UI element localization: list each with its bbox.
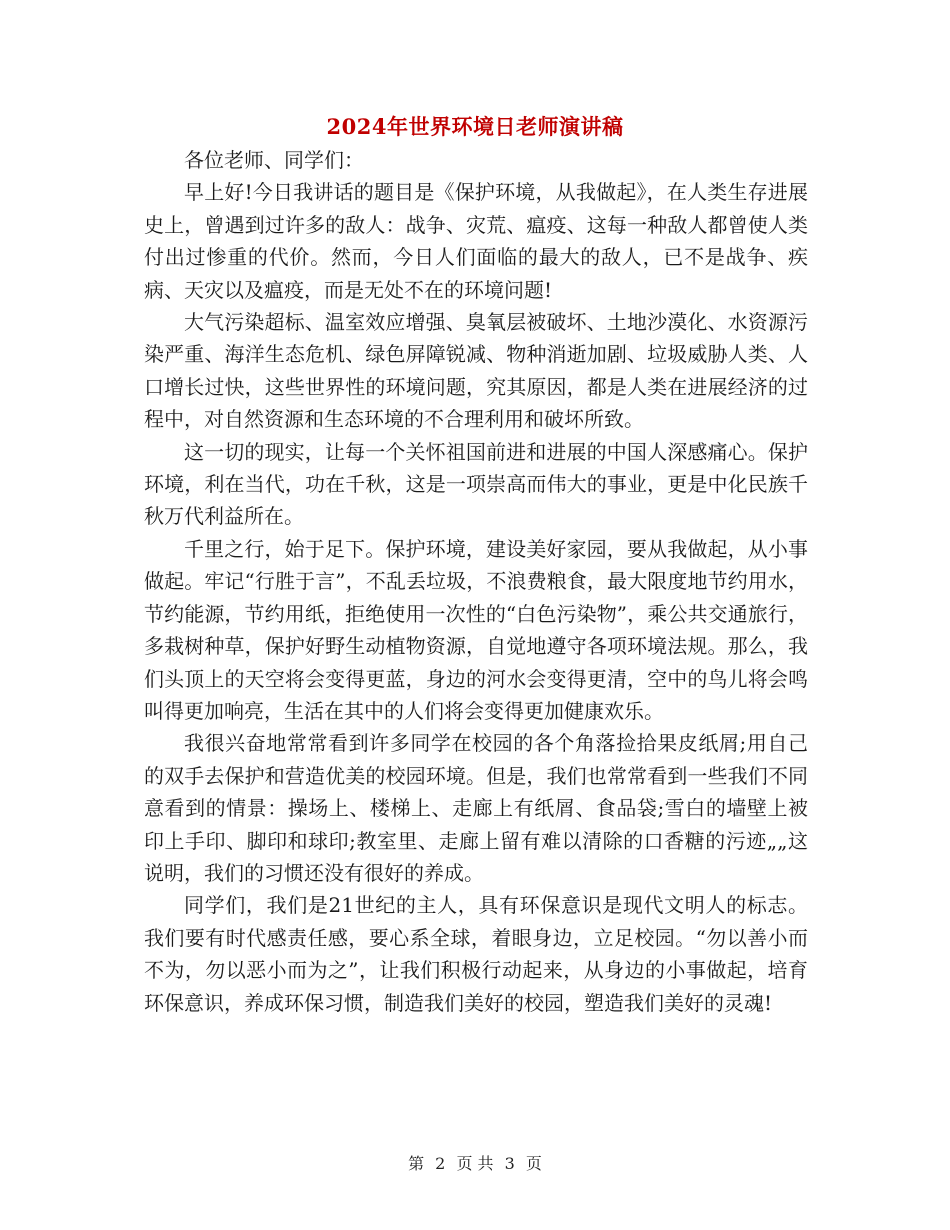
paragraph-4: 千里之行，始于足下。保护环境，建设美好家园，要从我做起，从小事做起。牢记“行胜于言”，不乱丢垃圾，不浪费粮食，最大限度地节约用水，节约能源，节约用纸，拒绝使用一次性的“白色污染物”，乘公共交通旅行，多栽树种草，保护好野生动植物资源，自觉地遵守各项环境法规。那么，我们头顶上的天空将会变得更蓝，身边的河水会变得更清，空中的鸟儿将会鸣叫得更加响亮，生活在其中的人们将会变得更加健康欢乐。 xyxy=(144,536,808,723)
paragraph-1: 早上好!今日我讲话的题目是《保护环境，从我做起》，在人类生存进展史上，曾遇到过许多的敌人：战争、灾荒、瘟疫、这每一种敌人都曾使人类付出过惨重的代价。然而，今日人们面临的最大的敌人，已不是战争、疾病、天灾以及瘟疫，而是无处不在的环境问题! xyxy=(144,180,808,302)
document-title: 2024年世界环境日老师演讲稿 xyxy=(326,114,624,139)
footer-suffix: 页 xyxy=(525,1154,542,1173)
paragraph-6: 同学们，我们是21世纪的主人，具有环保意识是现代文明人的标志。我们要有时代感责任感，要心系全球，着眼身边，立足校园。“勿以善小而不为，勿以恶小而为之”，让我们积极行动起来，从身边的小事做起，培育环保意识，养成环保习惯，制造我们美好的校园，塑造我们美好的灵魂! xyxy=(144,893,808,1015)
footer-page-number: 2 xyxy=(435,1154,446,1173)
document-body xyxy=(144,144,808,1019)
footer-total-pages: 3 xyxy=(504,1154,515,1173)
page-footer xyxy=(0,1153,950,1175)
paragraph-5: 我很兴奋地常常看到许多同学在校园的各个角落捡拾果皮纸屑;用自己的双手去保护和营造优美的校园环境。但是，我们也常常看到一些我们不同意看到的情景：操场上、楼梯上、走廊上有纸屑、食品袋;雪白的墙壁上被印上手印、脚印和球印;教室里、走廊上留有难以清除的口香糖的污迹„„这说明，我们的习惯还没有很好的养成。 xyxy=(144,731,808,885)
paragraph-2: 大气污染超标、温室效应增强、臭氧层被破坏、土地沙漠化、水资源污染严重、海洋生态危机、绿色屏障锐减、物种消逝加剧、垃圾威胁人类、人口增长过快，这些世界性的环境问题，究其原因，都是人类在进展经济的过程中，对自然资源和生态环境的不合理利用和破坏所致。 xyxy=(144,310,808,432)
salutation: 各位老师、同学们： xyxy=(184,148,364,172)
footer-middle: 页 共 xyxy=(456,1154,494,1173)
paragraph-3: 这一切的现实，让每一个关怀祖国前进和进展的中国人深感痛心。保护环境，利在当代，功在千秋，这是一项崇高而伟大的事业，更是中化民族千秋万代利益所在。 xyxy=(144,439,808,529)
footer-prefix: 第 xyxy=(408,1154,425,1173)
